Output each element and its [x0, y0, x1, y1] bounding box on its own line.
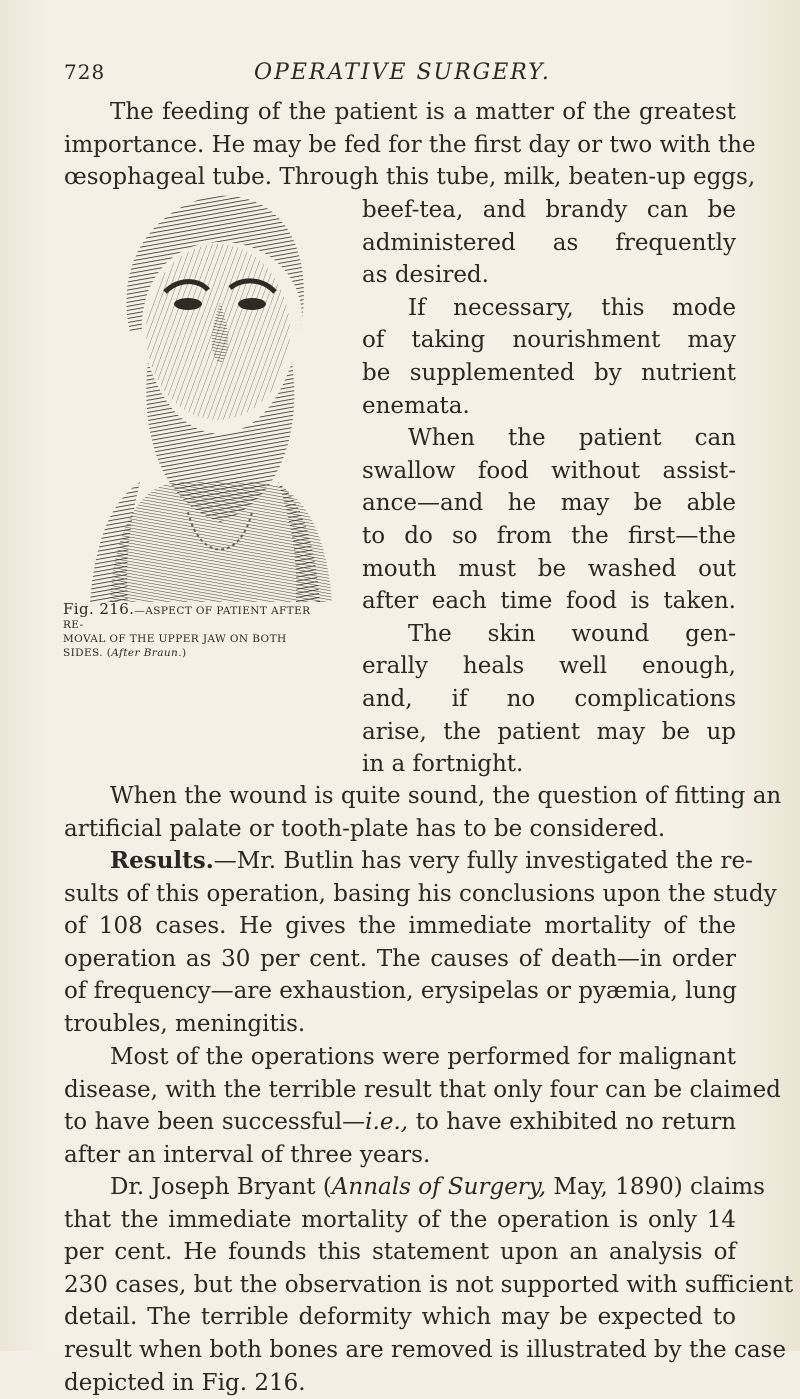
- text-line: after an interval of three years.: [64, 1141, 431, 1168]
- text-line: [64, 1171, 765, 1204]
- text-line: When the wound is quite sound, the question of fitting an: [110, 783, 782, 809]
- text-line: operation as 30 per cent. The causes of death—in order: [64, 945, 736, 972]
- caption-text: —ASPECT OF PATIENT AFTER RE-: [63, 605, 311, 631]
- text-line: arise, the patient may be up: [362, 718, 736, 745]
- figure-caption: [63, 602, 333, 660]
- text-line: If necessary, this mode: [408, 294, 736, 321]
- text-line: as desired.: [362, 262, 489, 289]
- running-title: OPERATIVE SURGERY.: [254, 60, 551, 85]
- bryant-paragraph: [64, 1171, 794, 1399]
- side-paragraph: [362, 194, 736, 781]
- text-line: The feeding of the patient is a matter of the greatest: [110, 99, 736, 125]
- engraving-patient-face: [70, 182, 340, 602]
- text-line: administered as frequently: [362, 229, 736, 256]
- text-line: importance. He may be fed for the first day or two with the: [64, 131, 756, 158]
- text-line: sults of this operation, basing his conclusions upon the study: [64, 880, 777, 907]
- text-line: œsophageal tube. Through this tube, milk, beaten-up eggs,: [64, 164, 756, 191]
- page-header: [64, 60, 744, 90]
- text-line: disease, with the terrible result that only four can be claimed: [64, 1076, 781, 1103]
- text-line: The skin wound gen-: [408, 620, 736, 647]
- text-line: mouth must be washed out: [362, 555, 736, 582]
- caption-text: SIDES. (: [63, 647, 112, 659]
- caption-line: [63, 646, 333, 660]
- body-paragraph: [64, 780, 782, 845]
- text-run: May, 1890) claims: [546, 1174, 765, 1200]
- text-line: swallow food without assist-: [362, 457, 736, 484]
- text-line: and, if no complications: [362, 685, 736, 712]
- text-run: Dr. Joseph Bryant (: [110, 1174, 332, 1200]
- text-line: When the patient can: [408, 425, 736, 452]
- text-line: of taking nourishment may: [362, 327, 736, 354]
- text-line: [64, 1106, 736, 1139]
- results-paragraph: [64, 845, 777, 1041]
- caption-line: [63, 602, 333, 632]
- text-run: i.e.,: [365, 1109, 409, 1136]
- text-line: beef-tea, and brandy can be: [362, 197, 736, 223]
- text-line: artificial palate or tooth-plate has to be considered.: [64, 815, 666, 842]
- figure-label: Fig. 216.: [63, 600, 135, 618]
- text-line: to do so from the first—the: [362, 522, 736, 549]
- text-line: after each time food is taken.: [362, 588, 736, 615]
- figure-illustration: [70, 182, 340, 602]
- text-line: that the immediate mortality of the operation is only 14: [64, 1206, 736, 1233]
- text-line: depicted in Fig. 216.: [64, 1369, 306, 1396]
- text-line: ance—and he may be able: [362, 490, 736, 517]
- text-run: to have exhibited no return: [408, 1109, 737, 1136]
- text-line: 230 cases, but the observation is not supported with sufficient: [64, 1271, 794, 1298]
- page-number: 728: [64, 60, 106, 84]
- text-run: to have been successful—: [64, 1109, 366, 1136]
- results-heading: Results.: [110, 847, 214, 874]
- text-line: per cent. He founds this statement upon an analysis of: [64, 1239, 736, 1266]
- most-paragraph: [64, 1041, 781, 1171]
- caption-line: MOVAL OF THE UPPER JAW ON BOTH: [63, 633, 287, 645]
- text-line: Most of the operations were performed for malignant: [110, 1044, 736, 1070]
- text-line: detail. The terrible deformity which may be expected to: [64, 1304, 736, 1331]
- caption-source: After Braun.: [111, 647, 182, 659]
- caption-text: ): [181, 647, 187, 659]
- text-line: [64, 845, 753, 878]
- text-line: of frequency—are exhaustion, erysipelas or pyæmia, lung: [64, 978, 737, 1005]
- text-line: in a fortnight.: [362, 751, 524, 778]
- text-line: result when both bones are removed is illustrated by the case: [64, 1336, 786, 1363]
- text-line: troubles, meningitis.: [64, 1010, 306, 1037]
- text-line: erally heals well enough,: [362, 653, 736, 680]
- journal-title: Annals of Surgery,: [331, 1174, 547, 1200]
- text-line: of 108 cases. He gives the immediate mortality of the: [64, 913, 736, 940]
- intro-paragraph: [64, 96, 756, 194]
- text-line: be supplemented by nutrient: [362, 359, 736, 386]
- text-line: enemata.: [362, 392, 470, 419]
- text-run: —Mr. Butlin has very fully investigated the re-: [213, 848, 753, 874]
